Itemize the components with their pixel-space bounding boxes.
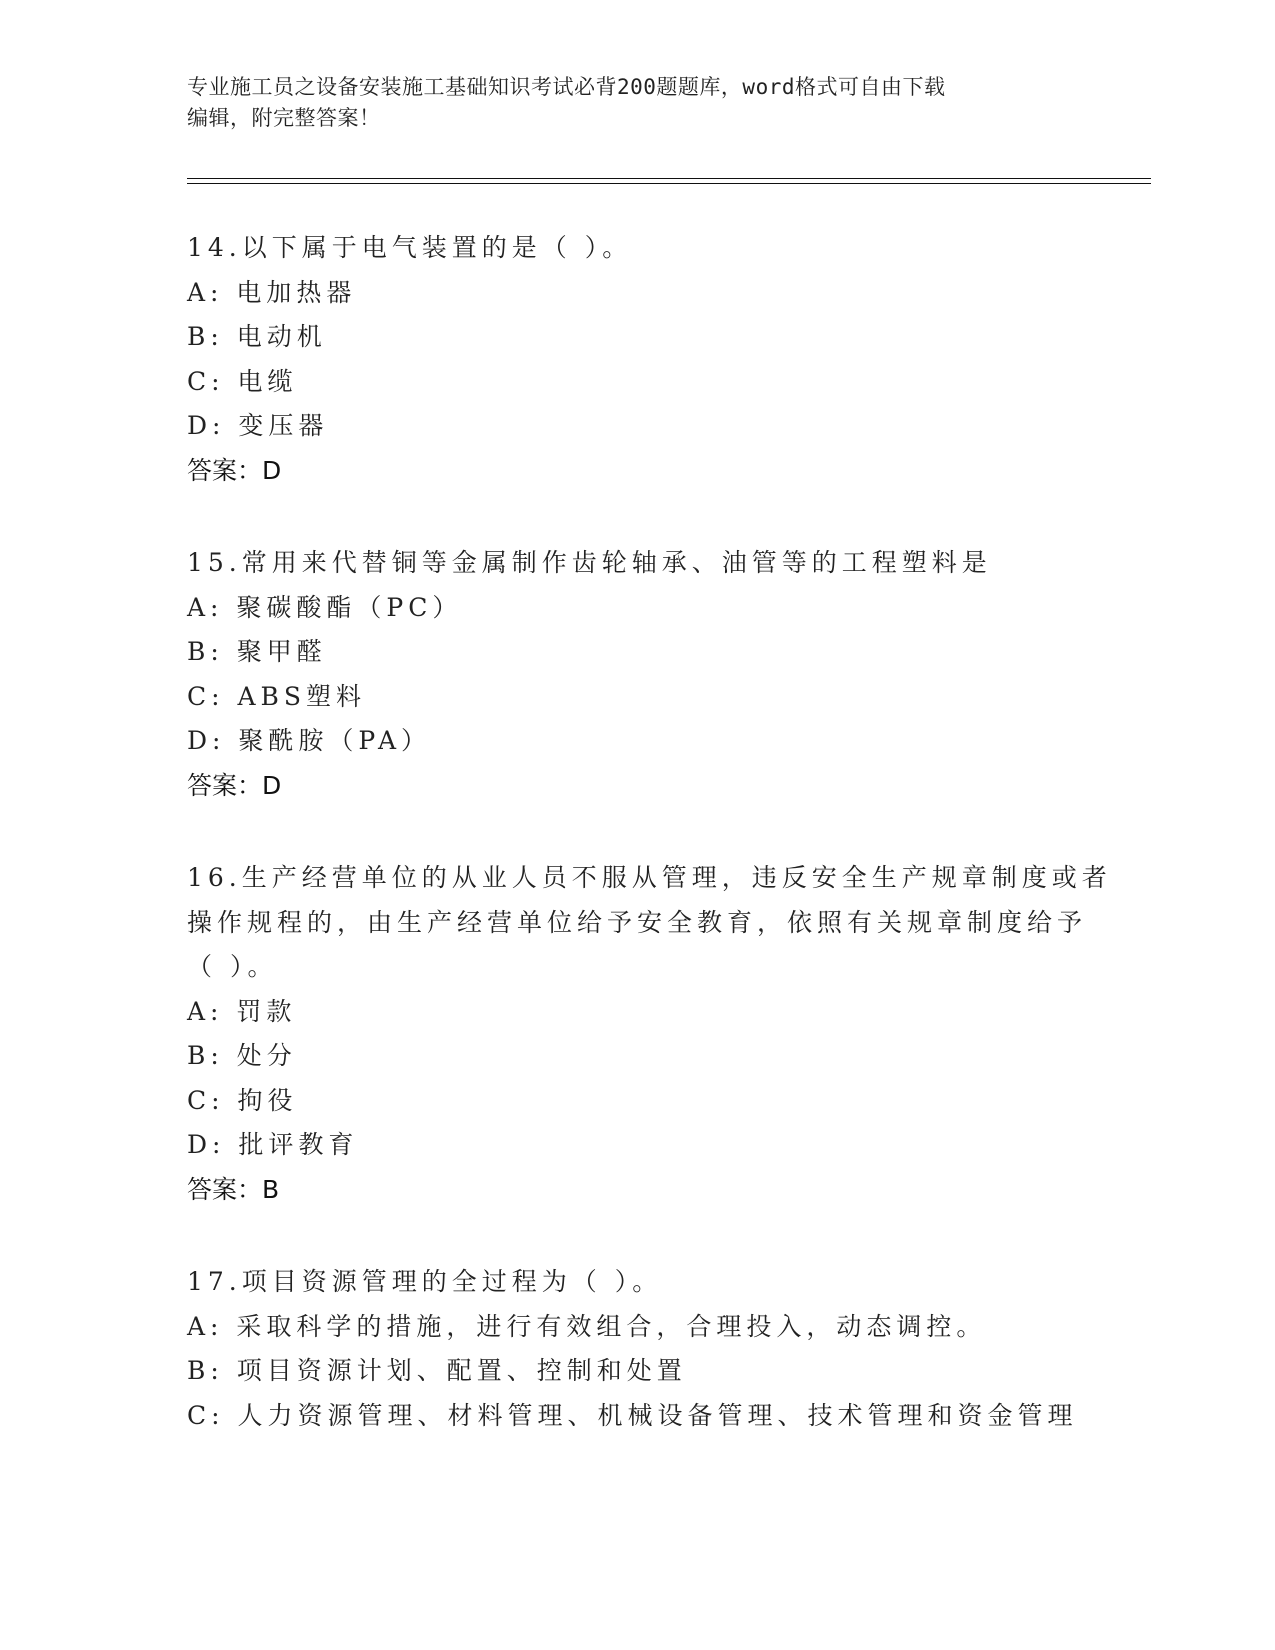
question-stem: 17.项目资源管理的全过程为（ ）。 <box>187 1267 663 1296</box>
question-stem-line-3: （ ）。 <box>187 952 278 981</box>
question-stem: 15.常用来代替铜等金属制作齿轮轴承、油管等的工程塑料是 <box>187 548 992 577</box>
option-a: A: 采取科学的措施，进行有效组合，合理投入，动态调控。 <box>187 1312 987 1341</box>
option-a: A: 罚款 <box>187 997 297 1026</box>
header-title-line-1: 专业施工员之设备安装施工基础知识考试必背200题题库，word格式可自由下载 <box>187 75 946 99</box>
header-divider-top <box>187 178 1151 179</box>
option-d: D: 变压器 <box>187 411 329 440</box>
header-title-line-2: 编辑，附完整答案！ <box>187 106 381 130</box>
option-c: C: 拘役 <box>187 1086 298 1115</box>
option-d: D: 批评教育 <box>187 1130 359 1159</box>
option-a: A: 聚碳酸酯（PC） <box>187 593 463 622</box>
option-a: A: 电加热器 <box>187 278 357 307</box>
option-b: B: 电动机 <box>187 322 327 351</box>
question-stem-line-1: 16.生产经营单位的从业人员不服从管理，违反安全生产规章制度或者 <box>187 863 1112 892</box>
answer: 答案：D <box>187 771 282 800</box>
option-b: B: 处分 <box>187 1041 297 1070</box>
option-c: C: ABS塑料 <box>187 682 367 711</box>
option-c: C: 电缆 <box>187 367 298 396</box>
option-c: C: 人力资源管理、材料管理、机械设备管理、技术管理和资金管理 <box>187 1401 1078 1430</box>
option-b: B: 聚甲醛 <box>187 637 327 666</box>
header-divider-bottom <box>187 183 1151 184</box>
question-stem: 14.以下属于电气装置的是（ ）。 <box>187 233 633 262</box>
answer: 答案：B <box>187 1175 280 1204</box>
option-d: D: 聚酰胺（PA） <box>187 726 431 755</box>
answer: 答案：D <box>187 456 282 485</box>
question-stem-line-2: 操作规程的，由生产经营单位给予安全教育，依照有关规章制度给予 <box>187 908 1088 937</box>
document-header <box>187 72 1067 134</box>
option-b: B: 项目资源计划、配置、控制和处置 <box>187 1356 687 1385</box>
